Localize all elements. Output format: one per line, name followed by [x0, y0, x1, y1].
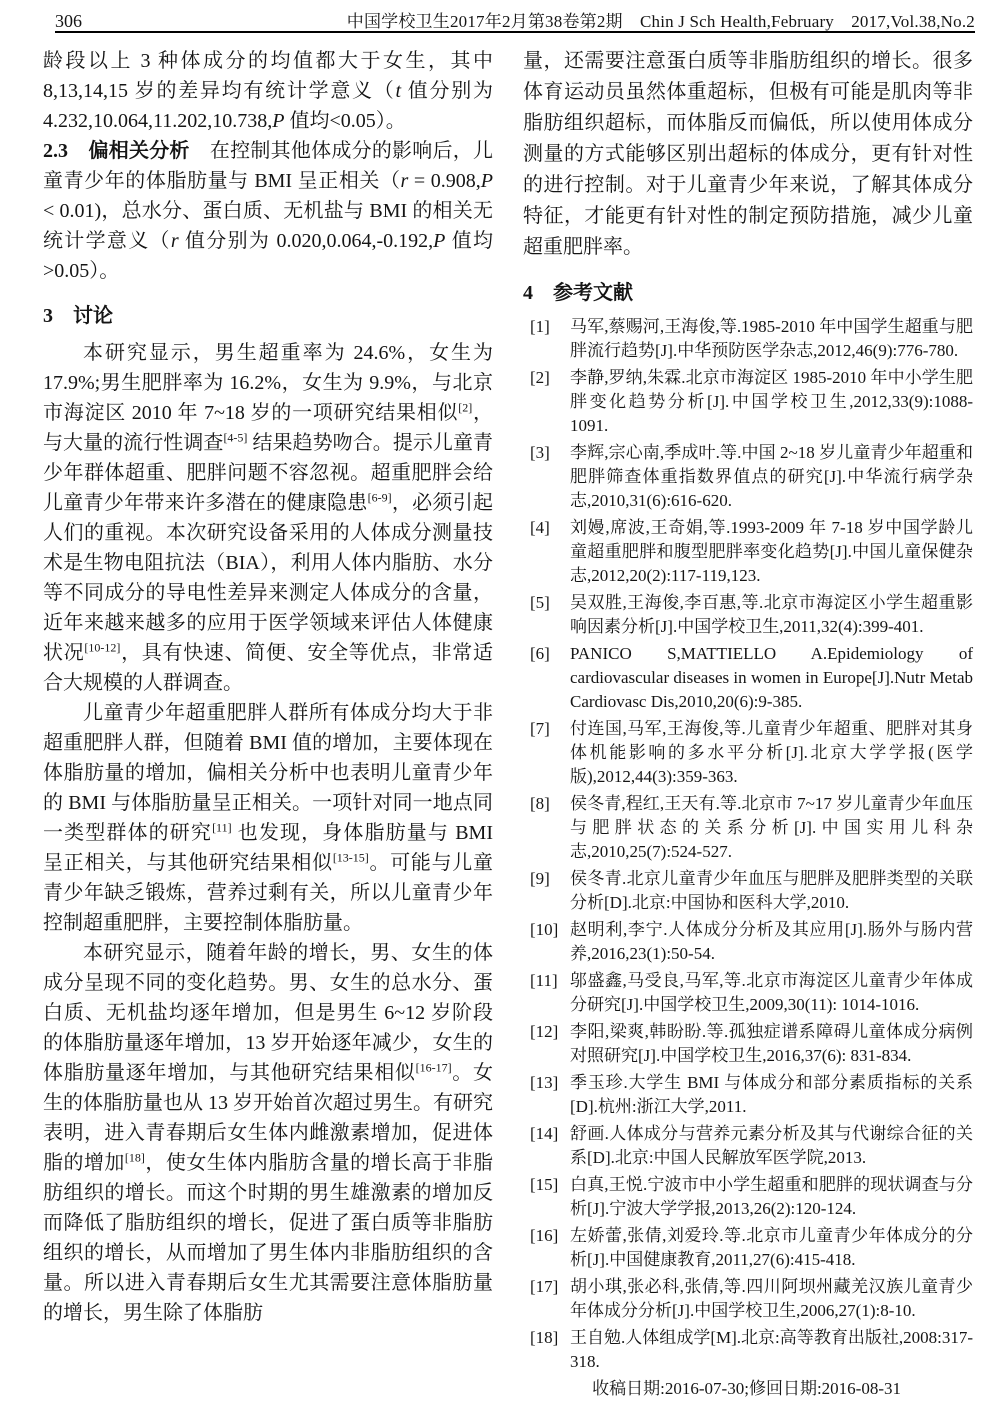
text-segment: 。女生的体脂肪量也从 13 岁开始首次超过男生。有研究表明，进入青春期后女生体内雌激素增加，促进体脂的增加: [43, 1062, 494, 1174]
text-segment: ，与大量的流行性调查: [43, 402, 493, 454]
text-segment: P: [480, 170, 493, 192]
text-segment: 本研究显示，男生超重率为 24.6%，女生为 17.9%;男生肥胖率为 16.2%，女生为 9.9%，与北京市海淀区 2010 年 7~18 岁的一项研究结果相似: [43, 342, 493, 424]
reference-text: 白真,王悦.宁波市中小学生超重和肥胖的现状调查与分析[J].宁波大学学报,2013,26(2):120-124.: [570, 1175, 973, 1218]
reference-number: [14]: [530, 1124, 559, 1143]
text-segment: ，使女生体内脂肪含量的增长高于非脂肪组织的增长。而这个时期的男生雄激素的增加反而降低了脂肪组织的增长，促进了蛋白质等非脂肪组织的增长，从而增加了男生体内非脂肪组织的含量。所以进入青春期后女生尤其需要注意体脂肪量的增长，男生除了体脂肪: [43, 1152, 494, 1324]
citation-marker: [4-5]: [223, 430, 248, 445]
reference-item: [523, 441, 973, 513]
text-segment: 量，还需要注意蛋白质等非脂肪组织的增长。很多体育运动员虽然体重超标，但极有可能是肌肉等非脂肪组织超标，而体脂反而偏低，所以使用体成分测量的方式能够区别出超标的体成分，更有针对性的进行控制。对于儿童青少年来说，了解其体成分特征，才能更有针对性的制定预防措施，减少儿童超重肥胖率。: [523, 50, 973, 258]
reference-number: [1]: [530, 317, 550, 336]
references-list: [523, 315, 973, 1374]
text-segment: P: [272, 110, 285, 132]
text-segment: 2.3 偏相关分析: [43, 140, 190, 162]
reference-number: [17]: [530, 1277, 559, 1296]
citation-marker: [16-17]: [415, 1060, 452, 1075]
reference-item: [523, 1173, 973, 1221]
heading-discussion: 3 讨论: [43, 305, 113, 327]
text-segment: 。可能与儿童青少年缺乏锻炼，营养过剩有关，所以儿童青少年控制超重肥胖，主要控制体脂肪量。: [43, 852, 494, 934]
text-segment: 也发现，身体脂肪量与 BMI 呈正相关，与其他研究结果相似: [43, 822, 493, 874]
reference-number: [18]: [530, 1328, 559, 1347]
reference-text: 侯冬青,程红,王天有.等.北京市 7~17 岁儿童青少年血压与肥胖状态的关系分析[J].中国实用儿科杂志,2010,25(7):524-527.: [570, 794, 973, 861]
reference-text: 赵明利,李宁.人体成分分析及其应用[J].肠外与肠内营养,2016,23(1):50-54.: [570, 920, 973, 963]
reference-number: [4]: [530, 518, 550, 537]
right-column: [523, 46, 973, 1401]
reference-number: [11]: [530, 971, 558, 990]
reference-text: 侯冬青.北京儿童青少年血压与肥胖及肥胖类型的关联分析[D].北京:中国协和医科大学,2010.: [570, 869, 973, 912]
reference-item: [523, 1071, 973, 1119]
text-segment: ，必须引起人们的重视。本次研究设备采用的人体成分测量技术是生物电阻抗法（BIA），利用人体内脂肪、水分等不同成分的导电性差异来测定人体成分的含量，近年来越来越多的应用于医学领域来评估人体健康状况: [43, 492, 494, 664]
reference-text: 左娇蕾,张倩,刘爱玲.等.北京市儿童青少年体成分的分析[J].中国健康教育,2011,27(6):415-418.: [570, 1226, 973, 1269]
para-discussion-3: [43, 938, 493, 1328]
reference-number: [13]: [530, 1073, 559, 1092]
citation-marker: [11]: [212, 820, 232, 835]
received-revised-dates: 收稿日期:2016-07-30;修回日期:2016-08-31: [592, 1379, 901, 1398]
para-partial-correlation-analysis: [43, 136, 493, 286]
citation-marker: [6-9]: [367, 490, 392, 505]
para-discussion-1: [43, 338, 493, 698]
references-heading: 4 参考文献: [523, 282, 633, 304]
reference-item: [523, 792, 973, 864]
text-segment: < 0.01)，总水分、蛋白质、无机盐与 BMI 的相关无统计学意义（: [43, 200, 493, 252]
reference-item: [523, 1020, 973, 1068]
reference-text: 舒画.人体成分与营养元素分析及其与代谢综合征的关系[D].北京:中国人民解放军医学院,2013.: [570, 1124, 973, 1167]
reference-number: [7]: [530, 719, 550, 738]
reference-item: [523, 516, 973, 588]
text-segment: 值分别为 4.232,10.064,11.202,10.738,: [43, 80, 494, 132]
reference-item: [523, 1275, 973, 1323]
reference-number: [5]: [530, 593, 550, 612]
reference-item: [523, 1326, 973, 1374]
header-rule: [55, 31, 975, 33]
citation-marker: [10-12]: [84, 640, 121, 655]
para-discussion-continued: [523, 46, 973, 263]
reference-item: [523, 315, 973, 363]
citation-marker: [13-15]: [332, 850, 369, 865]
text-segment: 在控制其他体成分的影响后，儿童青少年的体脂肪量与 BMI 呈正相关（: [43, 140, 494, 192]
reference-number: [10]: [530, 920, 559, 939]
reference-text: 季玉珍.大学生 BMI 与体成分和部分素质指标的关系[D].杭州:浙江大学,2011.: [570, 1073, 973, 1116]
reference-text: 李静,罗纳,朱霖.北京市海淀区 1985-2010 年中小学生肥胖变化趋势分析[J].中国学校卫生,2012,33(9):1088-1091.: [570, 368, 973, 435]
text-segment: P: [433, 230, 446, 252]
reference-text: 王自勉.人体组成学[M].北京:高等教育出版社,2008:317-318.: [570, 1328, 973, 1371]
text-segment: r: [400, 170, 409, 192]
reference-number: [8]: [530, 794, 550, 813]
reference-number: [9]: [530, 869, 550, 888]
text-segment: 值均<0.05）。: [284, 110, 406, 132]
text-segment: 结果趋势吻合。提示儿童青少年群体超重、肥胖问题不容忽视。超重肥胖会给儿童青少年带来许多潜在的健康隐患: [43, 432, 494, 514]
text-segment: 值分别为 0.020,0.064,-0.192,: [178, 230, 434, 252]
reference-number: [15]: [530, 1175, 559, 1194]
reference-text: 付连国,马军,王海俊,等.儿童青少年超重、肥胖对其身体机能影响的多水平分析[J].北京大学学报(医学版),2012,44(3):359-363.: [570, 719, 973, 786]
reference-item: [523, 1122, 973, 1170]
text-segment: 值均>0.05）。: [43, 230, 494, 282]
page-header: [55, 7, 975, 32]
citation-marker: [18]: [124, 1150, 145, 1165]
reference-item: [523, 591, 973, 639]
reference-number: [12]: [530, 1022, 559, 1041]
reference-text: 胡小琪,张必科,张倩,等.四川阿坝州藏羌汉族儿童青少年体成分分析[J].中国学校卫生,2006,27(1):8-10.: [570, 1277, 973, 1320]
reference-item: [523, 969, 973, 1017]
reference-text: 李阳,梁爽,韩盼盼.等.孤独症谱系障碍儿童体成分病例对照研究[J].中国学校卫生,2016,37(6): 831-834.: [570, 1022, 973, 1065]
left-column: [43, 46, 493, 1328]
reference-number: [16]: [530, 1226, 559, 1245]
right-column-paragraphs: [523, 46, 973, 263]
reference-item: [523, 867, 973, 915]
citation-marker: [2]: [458, 400, 473, 415]
page-number: 306: [55, 11, 82, 31]
reference-item: [523, 642, 973, 714]
reference-text: PANICO S,MATTIELLO A.Epidemiology of cardiovascular diseases in women in Europe[J].Nutr Metab Cardiovasc Dis,2010,20(6):9-385.: [570, 644, 973, 711]
text-segment: ，具有快速、简便、安全等优点，非常适合大规模的人群调查。: [43, 642, 494, 694]
reference-item: [523, 918, 973, 966]
text-segment: 儿童青少年超重肥胖人群所有体成分均大于非超重肥胖人群，但随着 BMI 值的增加，主要体现在体脂肪量的增加，偏相关分析中也表明儿童青少年的 BMI 与体脂肪量呈正相关。一项针对同一地点同一类型群体的研究: [43, 702, 493, 844]
text-segment: = 0.908,: [408, 170, 481, 192]
reference-text: 马军,蔡赐河,王海俊,等.1985-2010 年中国学生超重与肥胖流行趋势[J].中华预防医学杂志,2012,46(9):776-780.: [570, 317, 973, 360]
para-discussion-2: [43, 698, 493, 938]
reference-item: [523, 1224, 973, 1272]
reference-number: [6]: [530, 644, 550, 663]
text-segment: r: [170, 230, 179, 252]
text-segment: 龄段以上 3 种体成分的均值都大于女生，其中 8,13,14,15 岁的差异均有统计学意义（: [43, 50, 493, 102]
reference-number: [2]: [530, 368, 550, 387]
reference-number: [3]: [530, 443, 550, 462]
text-segment: 本研究显示，随着年龄的增长，男、女生的体成分呈现不同的变化趋势。男、女生的总水分、蛋白质、无机盐均逐年增加，但是男生 6~12 岁阶段的体脂肪量逐年增加，13 岁开始逐年减少，女生的体脂肪量逐年增加，与其他研究结果相似: [43, 942, 493, 1084]
reference-text: 刘嫚,席波,王奇娟,等.1993-2009 年 7-18 岁中国学龄儿童超重肥胖和腹型肥胖率变化趋势[J].中国儿童保健杂志,2012,20(2):117-119,123.: [570, 518, 973, 585]
reference-text: 邬盛鑫,马受良,马军,等.北京市海淀区儿童青少年体成分研究[J].中国学校卫生,2009,30(11): 1014-1016.: [570, 971, 973, 1014]
text-segment: t: [395, 80, 402, 102]
reference-text: 李辉,宗心南,季成叶.等.中国 2~18 岁儿童青少年超重和肥胖筛查体重指数界值点的研究[J].中华流行病学杂志,2010,31(6):616-620.: [570, 443, 973, 510]
journal-citation-line: 中国学校卫生2017年2月第38卷第2期 Chin J Sch Health,February 2017,Vol.38,No.2: [346, 12, 975, 31]
reference-item: [523, 366, 973, 438]
reference-text: 吴双胜,王海俊,李百惠,等.北京市海淀区小学生超重影响因素分析[J].中国学校卫生,2011,32(4):399-401.: [570, 593, 973, 636]
reference-item: [523, 717, 973, 789]
para-body-composition-continued: [43, 46, 493, 136]
